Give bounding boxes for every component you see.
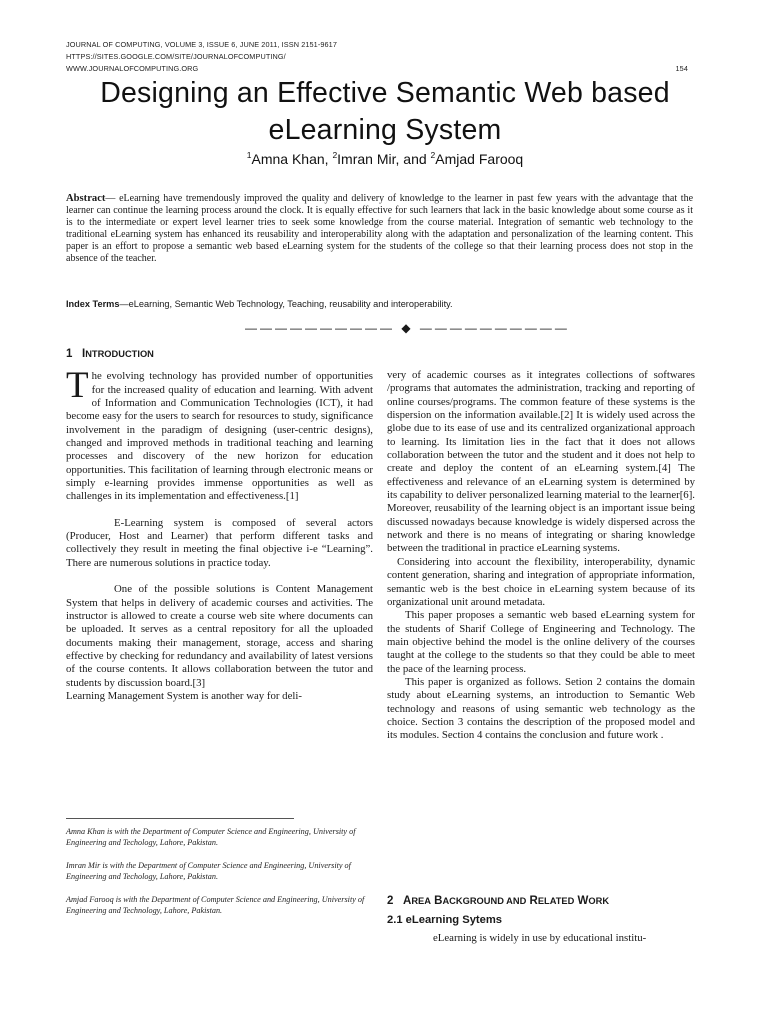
author-list [40,150,730,167]
abstract [66,193,693,266]
author-2-affiliation: 2 [332,150,338,160]
left-column [66,348,373,703]
subsection-2-1-paragraph: eLearning is widely in use by educational institu- [433,931,647,944]
section-2-heading [387,895,695,908]
intro-paragraph-2: E-Learning system is composed of several actors (Producer, Host and Learner) that perform different tasks and collectively they result in meeting the final objective i-e “Learning”. There are numerous solutions in practice today. [66,516,373,569]
journal-line: JOURNAL OF COMPUTING, VOLUME 3, ISSUE 6, JUNE 2011, ISSN 2151-9617 [66,40,337,49]
heading-initial: R [529,895,538,907]
section-2 [387,895,695,945]
journal-website: WWW.JOURNALOFCOMPUTING.ORG [66,64,199,73]
title-line-2: eLearning System [268,114,502,146]
right-column [387,369,695,743]
heading-word: ORK [588,896,610,906]
section-1-heading [66,348,373,361]
heading-word: ACKGROUND AND [442,896,527,906]
index-terms-label: Index Terms [66,299,120,309]
footnote-author-3: Amjad Farooq is with the Department of Computer Science and Engineering, University of Engineering and Technology, Lahore, Pakistan. [66,895,365,916]
running-header [66,39,688,75]
footnote-rule [66,818,294,819]
heading-initial: B [434,895,443,907]
intro-paragraph-1-text: he evolving technology has provided number of opportunities for the increased quality of education and learning. With advent of Information and Communication Technologies (ICT), it had become easy for the users to search for resources to study, significance involvement in the paradigm of designing (user-centric designs), changed and improved methods in traditional teaching and learning processes and discovery of the new horizon for education opportunities. This facilitation of learning through electronic means or simply e-learning provides immense opportunities as well as challenges in its implementation and effectiveness.[1] [66,370,373,503]
drop-cap: T [66,365,89,407]
author-1: Amna Khan, [251,151,333,167]
intro-paragraph-4: Learning Management System is another way for deli- [66,689,302,702]
intro-paragraph-3: One of the possible solutions is Content Management System that helps in delivery of academic courses and activities. The instructor is allowed to create a course web site where documents can be uploaded. It serves as a central repository for all the uploaded documents making their management, storage, access and sharing effective by checking for redundancy and availability of latest versions of the course contents. It allows collaboration between the tutor and students by discussion board.[3] [66,583,373,689]
paper-title [40,75,730,149]
intro-paragraph-1 [66,365,373,503]
author-3-affiliation: 2 [430,150,436,160]
page-number: 154 [675,64,688,73]
section-1-title: NTRODUCTION [85,349,154,359]
section-separator: —————————— ◆ —————————— [245,321,570,335]
section-1-number: 1 [66,348,73,360]
author-3: Amjad Farooq [435,151,524,167]
footnote-author-2: Imran Mir is with the Department of Computer Science and Engineering, University of Engineering and Techology, Lahore, Pakistan. [66,861,351,882]
body-paragraph-organization: This paper is organized as follows. Setion 2 contains the domain study about eLearning systems, an introduction to Semantic Web technology and reasons of using semantic web technology as the choice. Section 3 contains the description of the proposed model and its modules. Section 4 contains the conclusion and future work . [387,675,695,742]
body-paragraph-proposal: This paper proposes a semantic web based eLearning system for the students of Sharif College of Engineering and Technology. The main objective behind the model is the online delivery of the courses taught at the college to the students so that they could be able to meet the pace of the learning process. [387,609,695,675]
journal-url: HTTPS://SITES.GOOGLE.COM/SITE/JOURNALOFCOMPUTING/ [66,52,286,61]
section-1-initial: I [82,348,86,360]
index-terms-text: —eLearning, Semantic Web Technology, Teaching, reusability and interoperability. [119,299,453,309]
heading-word: ELATED [537,896,575,906]
abstract-label: Abstract [66,193,106,204]
abstract-text: eLearning have tremendously improved the quality and delivery of knowledge to the learner in past few years with the advantage that the learner can continue the learning process around the clock. It is equally effective for such learners that lack in the basic knowledge about some course as it is to the intermediate or expert level learner tries to seek some knowledge from the course material. Integration of semantic web technology to the traditional eLearning system has enhanced its reusability and interoperability along with the adaptation and personalization of the learning content. This paper is an effort to propose a semantic web based eLearning system for the students of the college so that their learning process does not stop in the absence of the teacher. [66,193,694,265]
title-line-1: Designing an Effective Semantic Web based [100,77,670,109]
abstract-dash: — [105,193,120,204]
author-2: Imran Mir, and [337,151,431,167]
index-terms [66,299,693,309]
section-2-number: 2 [387,895,394,907]
heading-initial: W [577,895,589,907]
body-paragraph-flexibility: Considering into account the flexibility, interoperability, dynamic content generation, sharing and integration of appropriate information, semantic web is the best choice in eLearning system because of its organizational unit around metadata. [387,555,695,608]
author-1-affiliation: 1 [246,150,252,160]
body-paragraph-continued: very of academic courses as it integrates collections of softwares /programs that automates the administration, tracking and reporting of online courses/programs. The common feature of these systems is the dispersion on the information available.[2] It is widely used across the globe due to its ease of use and its centralized organizational approach to learning. Its limitation lies in the fact that it does not allows collaboration between the tutor and the student and it does not help to create and deploy the content of an eLearning system.[4] The effectiveness and relevance of an eLearning system is determined by its capability to deliver personalized learning material to the learner[6]. Moreover, reusability of the learning object is an important issue being discussed nowadays because knowledge is widely dispersed across the network and there is no means of integrating or sharing knowledge between the traditional in practice eLearning systems. [387,369,695,555]
heading-word: REA [411,896,431,906]
heading-initial: A [403,895,412,907]
subsection-2-1-heading: 2.1 eLearning Sytems [387,914,503,927]
footnote-author-1: Amna Khan is with the Department of Computer Science and Engineering, University of Engineering and Techology, Lahore, Pakistan. [66,827,356,848]
